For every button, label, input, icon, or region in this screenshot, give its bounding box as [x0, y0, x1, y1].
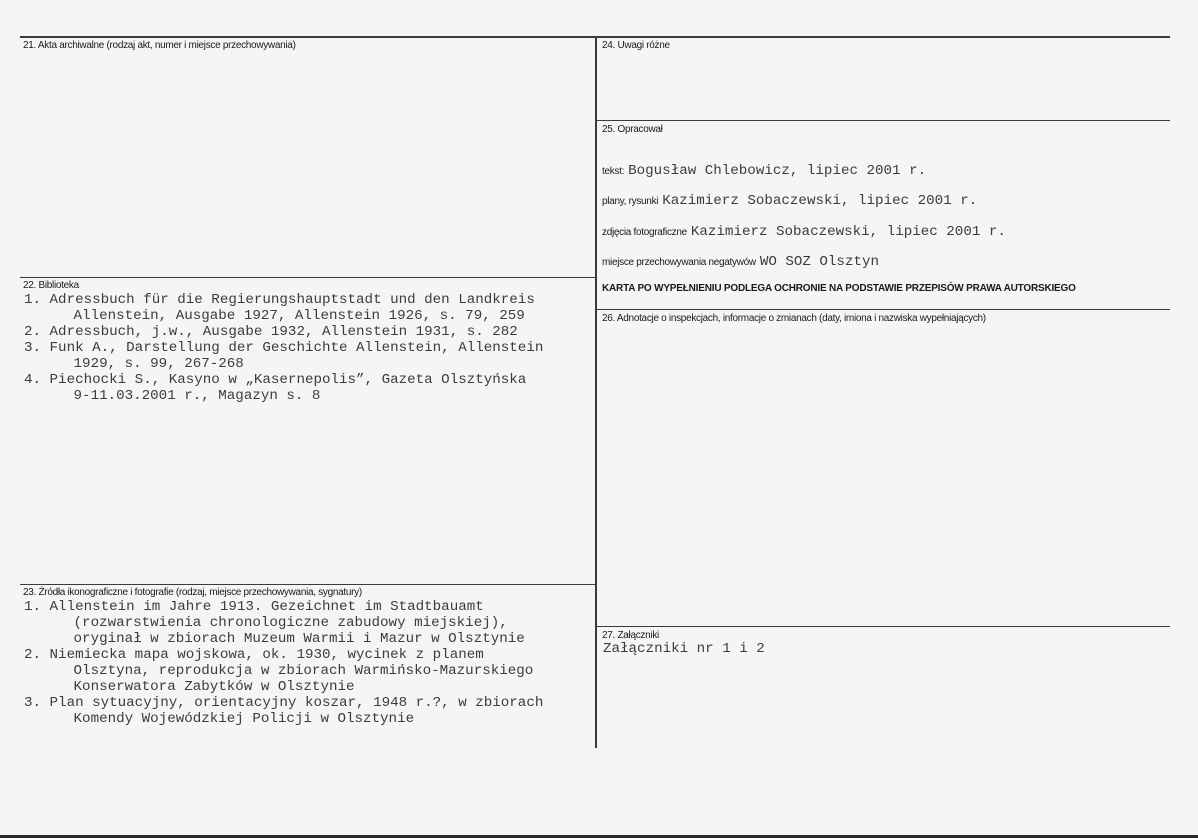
- section-22-label: 22. Biblioteka: [23, 280, 79, 291]
- credit-drawings: [602, 191, 977, 209]
- credit-negatives-label: miejsce przechowywania negatywów: [602, 257, 756, 268]
- credit-text-value: Bogusław Chlebowicz, lipiec 2001 r.: [628, 163, 927, 179]
- section-21-label: 21. Akta archiwalne (rodzaj akt, numer i miejsce przechowywania): [23, 40, 296, 51]
- credit-negatives-value: WO SOZ Olsztyn: [759, 254, 880, 270]
- list-item: 2. Niemiecka mapa wojskowa, ok. 1930, wycinek z planem Olsztyna, reprodukcja w zbiorach Warmińsko-Mazurskiego Konserwatora Zabytków w Olsztynie: [24, 647, 534, 695]
- section-27-label: 27. Załączniki: [602, 630, 659, 641]
- copyright-notice: KARTA PO WYPEŁNIENIU PODLEGA OCHRONIE NA PODSTAWIE PRZEPISÓW PRAWA AUTORSKIEGO: [602, 283, 1076, 294]
- credit-drawings-value: Kazimierz Sobaczewski, lipiec 2001 r.: [662, 193, 978, 209]
- iconographic-sources-list: [24, 599, 543, 727]
- list-item: 3. Funk A., Darstellung der Geschichte Allenstein, Allenstein 1929, s. 99, 267-268: [24, 340, 544, 372]
- section-26-label: 26. Adnotacje o inspekcjach, informacje o zmianach (daty, imiona i nazwiska wypełniających): [602, 313, 986, 324]
- rule-22: [20, 277, 597, 278]
- center-divider: [595, 36, 597, 748]
- rule-26: [597, 309, 1170, 310]
- credit-photos-label: zdjęcia fotograficzne: [602, 227, 687, 238]
- section-23-label: 23. Źródła ikonograficzne i fotografie (rodzaj, miejsce przechowywania, sygnatury): [23, 587, 362, 598]
- rule-23: [20, 584, 597, 585]
- rule-27: [597, 626, 1170, 627]
- credit-photos-value: Kazimierz Sobaczewski, lipiec 2001 r.: [690, 224, 1006, 240]
- credit-drawings-label: plany, rysunki: [602, 196, 659, 207]
- section-24-label: 24. Uwagi różne: [602, 40, 670, 51]
- credit-photos: [602, 222, 1006, 240]
- section-25-label: 25. Opracował: [602, 124, 663, 135]
- list-item: 2. Adressbuch, j.w., Ausgabe 1932, Allenstein 1931, s. 282: [24, 324, 518, 340]
- attachments-value: Załączniki nr 1 i 2: [603, 641, 765, 657]
- credit-negatives: [602, 252, 879, 270]
- list-item: 3. Plan sytuacyjny, orientacyjny koszar, 1948 r.?, w zbiorach Komendy Wojewódzkiej Policji w Olsztynie: [24, 695, 544, 727]
- credit-text: [602, 161, 926, 179]
- list-item: 4. Piechocki S., Kasyno w „Kasernepolis”, Gazeta Olsztyńska 9-11.03.2001 r., Magazyn s. 8: [24, 372, 527, 404]
- bibliography-list: [24, 292, 543, 404]
- list-item: 1. Allenstein im Jahre 1913. Gezeichnet im Stadtbauamt (rozwarstwienia chronologiczne zabudowy miejskiej), oryginał w zbiorach Muzeum Warmii i Mazur w Olsztynie: [24, 599, 525, 647]
- list-item: 1. Adressbuch für die Regierungshauptstadt und den Landkreis Allenstein, Ausgabe 1927, Allenstein 1926, s. 79, 259: [24, 292, 535, 324]
- rule-25: [597, 120, 1170, 121]
- credit-text-label: tekst:: [602, 166, 625, 177]
